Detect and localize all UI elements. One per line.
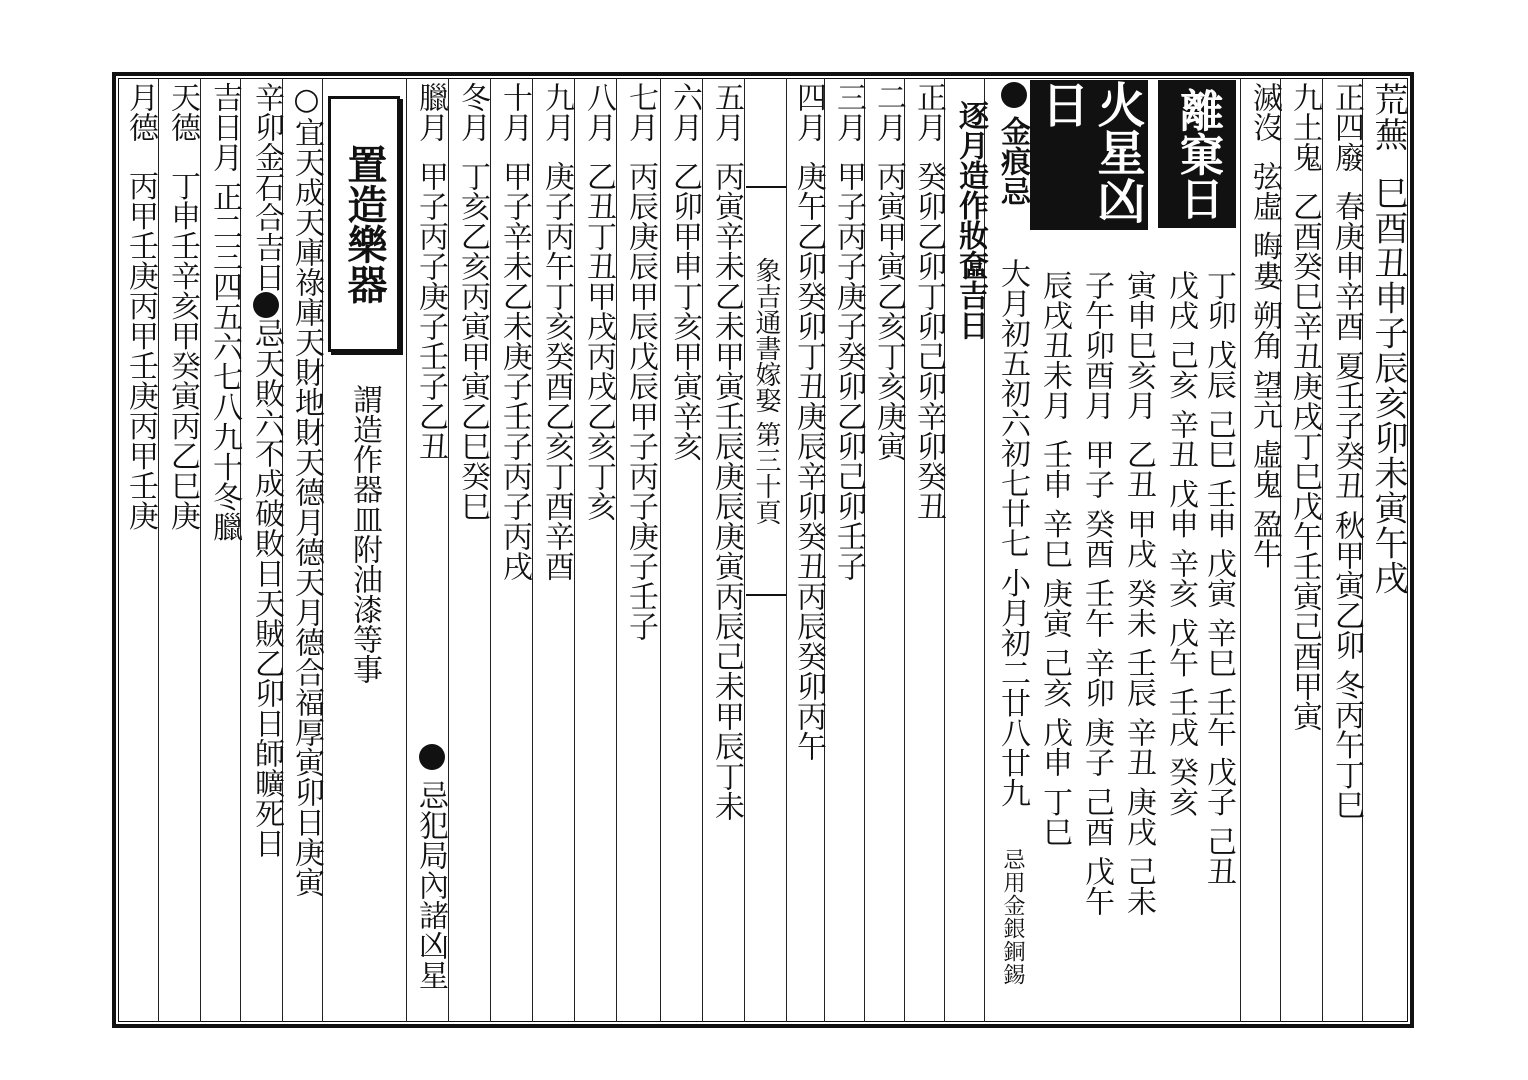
month-days: 庚午乙卯癸卯丁丑庚辰辛卯癸丑丙辰癸卯丙午 — [791, 161, 826, 762]
table-header: 月德 — [123, 82, 158, 142]
month-name: 八月 — [581, 82, 616, 142]
zhizao-yi-text: 宜天成天庫祿庫天財地財天德月德天月德合福厚寅卯日庚寅 — [289, 117, 324, 897]
month-column — [828, 82, 868, 1002]
zhizao-yi: ○宜天成天庫祿庫天財地財天德月德天月德合福厚寅卯日庚寅 — [289, 82, 324, 897]
zhizao-yi2: 辛卯金石合吉日 — [249, 82, 284, 292]
zhizao-ji: 忌天敗六不成破敗日天賊乙卯日師曠死日 — [249, 318, 284, 858]
month-name: 七月 — [623, 82, 658, 142]
month-days: 甲子丙子庚子癸卯乙卯己卯壬子 — [831, 161, 866, 582]
zhizao-desc: 謂造作器皿附油漆等事 — [347, 384, 382, 684]
month-days: 乙卯甲申丁亥甲寅辛亥 — [667, 161, 702, 462]
month-name: 正月 — [911, 82, 946, 142]
likuang-col-5: 辰戌丑未月 壬申 辛巳 庚寅 己亥 戊申 丁巳 — [1037, 270, 1072, 847]
column-huangwu: 荒蕪 巳酉丑申子辰亥卯未寅午戌 — [1368, 82, 1408, 596]
month-column — [620, 82, 660, 1002]
rule — [1240, 78, 1241, 1022]
bullet-icon — [253, 292, 279, 318]
month-days: 丙寅甲寅乙亥丁亥庚寅 — [871, 161, 906, 462]
jinhen-main: 大月初五初六初七廿七 小月初二廿八廿九 — [995, 258, 1030, 808]
table-row-jiri — [204, 82, 244, 1002]
jinhen-label: 金痕忌 — [995, 116, 1030, 206]
month-name: 五月 — [709, 82, 744, 142]
table-values: 丙甲壬庚丙甲壬庚丙甲壬庚 — [123, 170, 158, 531]
jinhen-note: 忌用金銀銅錫 — [1000, 848, 1025, 986]
bullet-icon — [1001, 82, 1027, 108]
month-name: 臘月 — [413, 82, 448, 142]
rule — [660, 78, 661, 1022]
likuang-col-3: 寅申巳亥月 乙丑 甲戌 癸未 壬辰 辛丑 庚戌 己未 — [1121, 270, 1156, 917]
month-days: 丁亥乙亥丙寅甲寅乙巳癸巳 — [455, 161, 490, 522]
rule — [786, 78, 787, 1022]
month-days: 丙寅辛未乙未甲寅壬辰庚辰庚寅丙辰己未甲辰丁未 — [709, 161, 744, 822]
avoid-stars: 忌犯局內諸凶星 — [413, 780, 448, 990]
table-values: 丁申壬辛亥甲癸寅丙乙巳庚 — [165, 170, 200, 531]
likuang-col-4: 子午卯酉月 甲子 癸酉 壬午 辛卯 庚子 己酉 戊午 — [1079, 270, 1114, 917]
zhizao-line2 — [246, 82, 286, 1002]
month-days: 甲子丙子庚子壬子乙丑 — [413, 161, 448, 462]
likuang-col-1: 丁卯 戊辰 己巳 壬申 戊寅 辛巳 壬午 戊子 己丑 — [1201, 270, 1236, 887]
month-days: 乙丑丁丑甲戌丙戌乙亥丁亥 — [581, 161, 616, 522]
table-header: 吉日月 — [207, 82, 242, 172]
bullet-icon — [419, 744, 445, 770]
month-name: 二月 — [871, 82, 906, 142]
month-column — [868, 82, 908, 1002]
table-values: 正二三四五六七八九十冬臘 — [207, 181, 242, 542]
column-jiutugui: 九土鬼 乙酉癸巳辛丑庚戌丁巳戊午壬寅己酉甲寅 — [1287, 82, 1322, 732]
table-row-yuede — [120, 82, 160, 1002]
column-miemo: 滅沒 弦虛 晦婁 朔角 望亢 虛鬼 盈牛 — [1247, 82, 1282, 569]
month-days: 癸卯乙卯丁卯己卯辛卯癸丑 — [911, 161, 946, 522]
month-column — [706, 82, 746, 1002]
column-zhengsifei: 正四廢 春庚申辛酉 夏壬子癸丑 秋甲寅乙卯 冬丙午丁巳 — [1329, 82, 1364, 820]
zhizao-title: 置造樂器 — [328, 96, 400, 352]
rule — [406, 78, 407, 1022]
month-column — [788, 82, 828, 1002]
likuang-col-2: 戊戌 己亥 辛丑 戊申 辛亥 戊午 壬戌 癸亥 — [1163, 270, 1198, 817]
month-column — [452, 82, 492, 1002]
month-name: 三月 — [831, 82, 866, 142]
month-days: 甲子辛未乙未庚子壬子丙子丙戌 — [497, 161, 532, 582]
month-column — [908, 82, 948, 1002]
avoid-dot — [412, 744, 452, 784]
month-column — [494, 82, 534, 1002]
month-name: 四月 — [791, 82, 826, 142]
month-days: 庚子丙午丁亥癸酉乙亥丁酉辛酉 — [539, 161, 574, 582]
month-name: 九月 — [539, 82, 574, 142]
month-days: 丙辰庚辰甲辰戊辰甲子丙子庚子壬子 — [623, 161, 658, 642]
table-row-tiande — [162, 82, 202, 1002]
month-name: 冬月 — [455, 82, 490, 142]
table-header: 天德 — [165, 82, 200, 142]
month-name: 十月 — [497, 82, 532, 142]
month-column — [536, 82, 576, 1002]
month-name: 六月 — [667, 82, 702, 142]
month-column — [664, 82, 704, 1002]
zhuanyue-title: 逐月造作妝奩吉日 — [953, 100, 988, 340]
page-band: 象吉通書嫁娶 第三十頁 — [746, 186, 786, 596]
month-column — [578, 82, 618, 1002]
huoxing-title: 火星凶日 — [1030, 80, 1148, 230]
likuang-title: 離窠日 — [1158, 80, 1236, 228]
month-column — [410, 82, 450, 642]
